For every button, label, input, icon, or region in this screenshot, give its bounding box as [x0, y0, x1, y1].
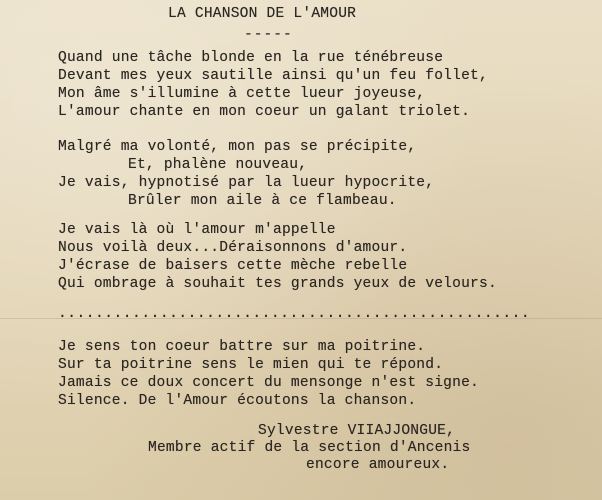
stanza-2-line-4: Brûler mon aile à ce flambeau. — [128, 193, 397, 209]
stanza-1-line-3: Mon âme s'illumine à cette lueur joyeuse, — [58, 86, 426, 102]
stanza-1-line-4: L'amour chante en mon coeur un galant triolet. — [58, 104, 471, 120]
stanza-2-line-2: Et, phalène nouveau, — [128, 157, 308, 173]
stanza-3-line-4: Qui ombrage à souhait tes grands yeux de velours. — [58, 276, 497, 292]
signature-note: encore amoureux. — [306, 457, 450, 473]
title-underline: ----- — [244, 27, 293, 43]
stanza-1-line-1: Quand une tâche blonde en la rue ténébreuse — [58, 50, 444, 66]
stanza-1-line-2: Devant mes yeux sautille ainsi qu'un feu follet, — [58, 68, 488, 84]
stanza-4-line-4: Silence. De l'Amour écoutons la chanson. — [58, 393, 417, 409]
signature-name: Sylvestre VIIAJJONGUE, — [258, 423, 456, 439]
stanza-4-line-3: Jamais ce doux concert du mensonge n'est signe. — [58, 375, 480, 391]
stanza-3-line-3: J'écrase de baisers cette mèche rebelle — [58, 258, 408, 274]
stanza-4-line-2: Sur ta poitrine sens le mien qui te répond. — [58, 357, 444, 373]
stanza-2-line-1: Malgré ma volonté, mon pas se précipite, — [58, 139, 417, 155]
stanza-3-line-2: Nous voilà deux...Déraisonnons d'amour. — [58, 240, 408, 256]
poem-title: LA CHANSON DE L'AMOUR — [168, 6, 357, 22]
signature-role: Membre actif de la section d'Ancenis — [148, 440, 471, 456]
dotted-separator: ................................................... — [58, 306, 531, 322]
stanza-2-line-3: Je vais, hypnotisé par la lueur hypocrite, — [58, 175, 435, 191]
stanza-3-line-1: Je vais là où l'amour m'appelle — [58, 222, 336, 238]
stanza-4-line-1: Je sens ton coeur battre sur ma poitrine. — [58, 339, 426, 355]
